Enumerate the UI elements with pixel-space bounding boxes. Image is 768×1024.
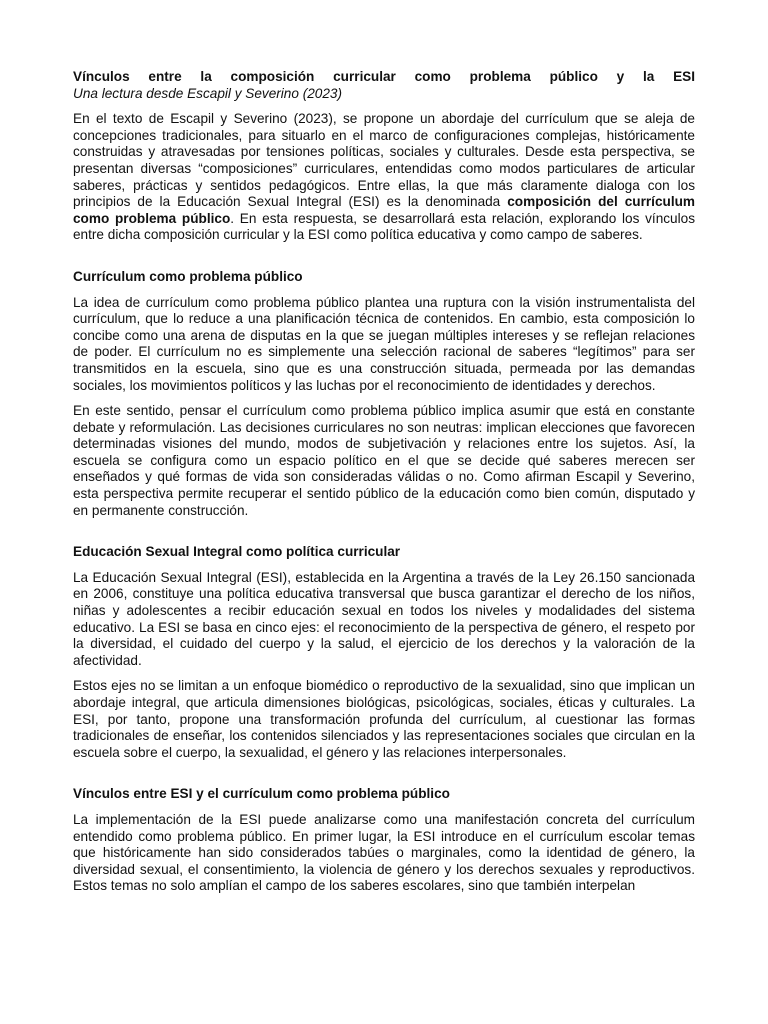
intro-paragraph: [73, 111, 695, 244]
title-block: [73, 69, 695, 102]
paragraph: La implementación de la ESI puede analizarse como una manifestación concreta del currículum entendido como problema público. En primer lugar, la ESI introduce en el currículum escolar temas que históricamente han sido considerados tabúes o marginales, como la identidad de género, la diversidad sexual, el consentimiento, la violencia de género y los derechos sexuales y reproductivos. Estos temas no solo amplían el campo de los saberes escolares, sino que también interpelan: [73, 811, 695, 894]
paragraph: La Educación Sexual Integral (ESI), establecida en la Argentina a través de la Ley 26.150 sancionada en 2006, constituye una política educativa transversal que busca garantizar el derecho de los niños, niñas y adolescentes a recibir educación sexual en todos los niveles y modalidades del sistema educativo. La ESI se basa en cinco ejes: el reconocimiento de la perspectiva de género, el respeto por la diversidad, el cuidado del cuerpo y la salud, el ejercicio de los derechos y la valoración de la afectividad.: [73, 569, 695, 668]
section-heading-esi: Educación Sexual Integral como política curricular: [73, 544, 401, 560]
paragraph: Estos ejes no se limitan a un enfoque biomédico o reproductivo de la sexualidad, sino que implican un abordaje integral, que articula dimensiones biológicas, psicológicas, sociales, éticas y culturales. La ESI, por tanto, propone una transformación profunda del currículum, al cuestionar las formas tradicionales de enseñar, los contenidos silenciados y las representaciones sociales que circulan en la escuela sobre el cuerpo, la sexualidad, el género y las relaciones interpersonales.: [73, 678, 695, 760]
intro-text-start: En el texto de Escapil y Severino (2023), se propone un abordaje del currículum que se aleja de concepciones tradicionales, para situarlo en el marco de configuraciones complejas, históricamente construidas y atravesadas por tensiones políticas, sociales y culturales. Desde esta perspectiva, se presentan diversas “composiciones” curriculares, entendidas como modos particulares de articular saberes, prácticas y sentidos pedagógicos. Entre ellas, la que más claramente dialoga con los principios de la Educación Sexual Integral (ESI) es la denominada: [73, 111, 695, 210]
document-body: [73, 69, 695, 904]
section-heading-vinculos: Vínculos entre ESI y el currículum como problema público: [73, 786, 450, 802]
intro-bold-term: composición del currículum como problema público: [73, 194, 695, 226]
section-heading-curriculum: Currículum como problema público: [73, 268, 303, 284]
document-title: Vínculos entre la composición curricular como problema público y la ESI: [73, 69, 695, 84]
intro-text-end: . En esta respuesta, se desarrollará esta relación, explorando los vínculos entre dicha composición curricular y la ESI como política educativa y como campo de saberes.: [73, 210, 695, 243]
document-subtitle: Una lectura desde Escapil y Severino (2023): [73, 85, 343, 101]
paragraph: La idea de currículum como problema público plantea una ruptura con la visión instrumentalista del currículum, que lo reduce a una planificación técnica de contenidos. En cambio, esta composición lo concibe como una arena de disputas en la que se juegan múltiples intereses y se reflejan relaciones de poder. El currículum no es simplemente una selección racional de saberes “legítimos” para ser transmitidos en la escuela, sino que es una construcción situada, permeada por las demandas sociales, los movimientos políticos y las luchas por el reconocimiento de identidades y derechos.: [73, 294, 695, 393]
paragraph: En este sentido, pensar el currículum como problema público implica asumir que está en constante debate y reformulación. Las decisiones curriculares no son neutras: implican elecciones que favorecen determinadas visiones del mundo, modos de subjetivación y relaciones entre los sujetos. Así, la escuela se configura como un espacio político en el que se decide qué saberes merecen ser enseñados y qué formas de vida son consideradas válidas o no. Como afirman Escapil y Severino, esta perspectiva permite recuperar el sentido público de la educación como bien común, disputado y en permanente construcción.: [73, 403, 695, 518]
